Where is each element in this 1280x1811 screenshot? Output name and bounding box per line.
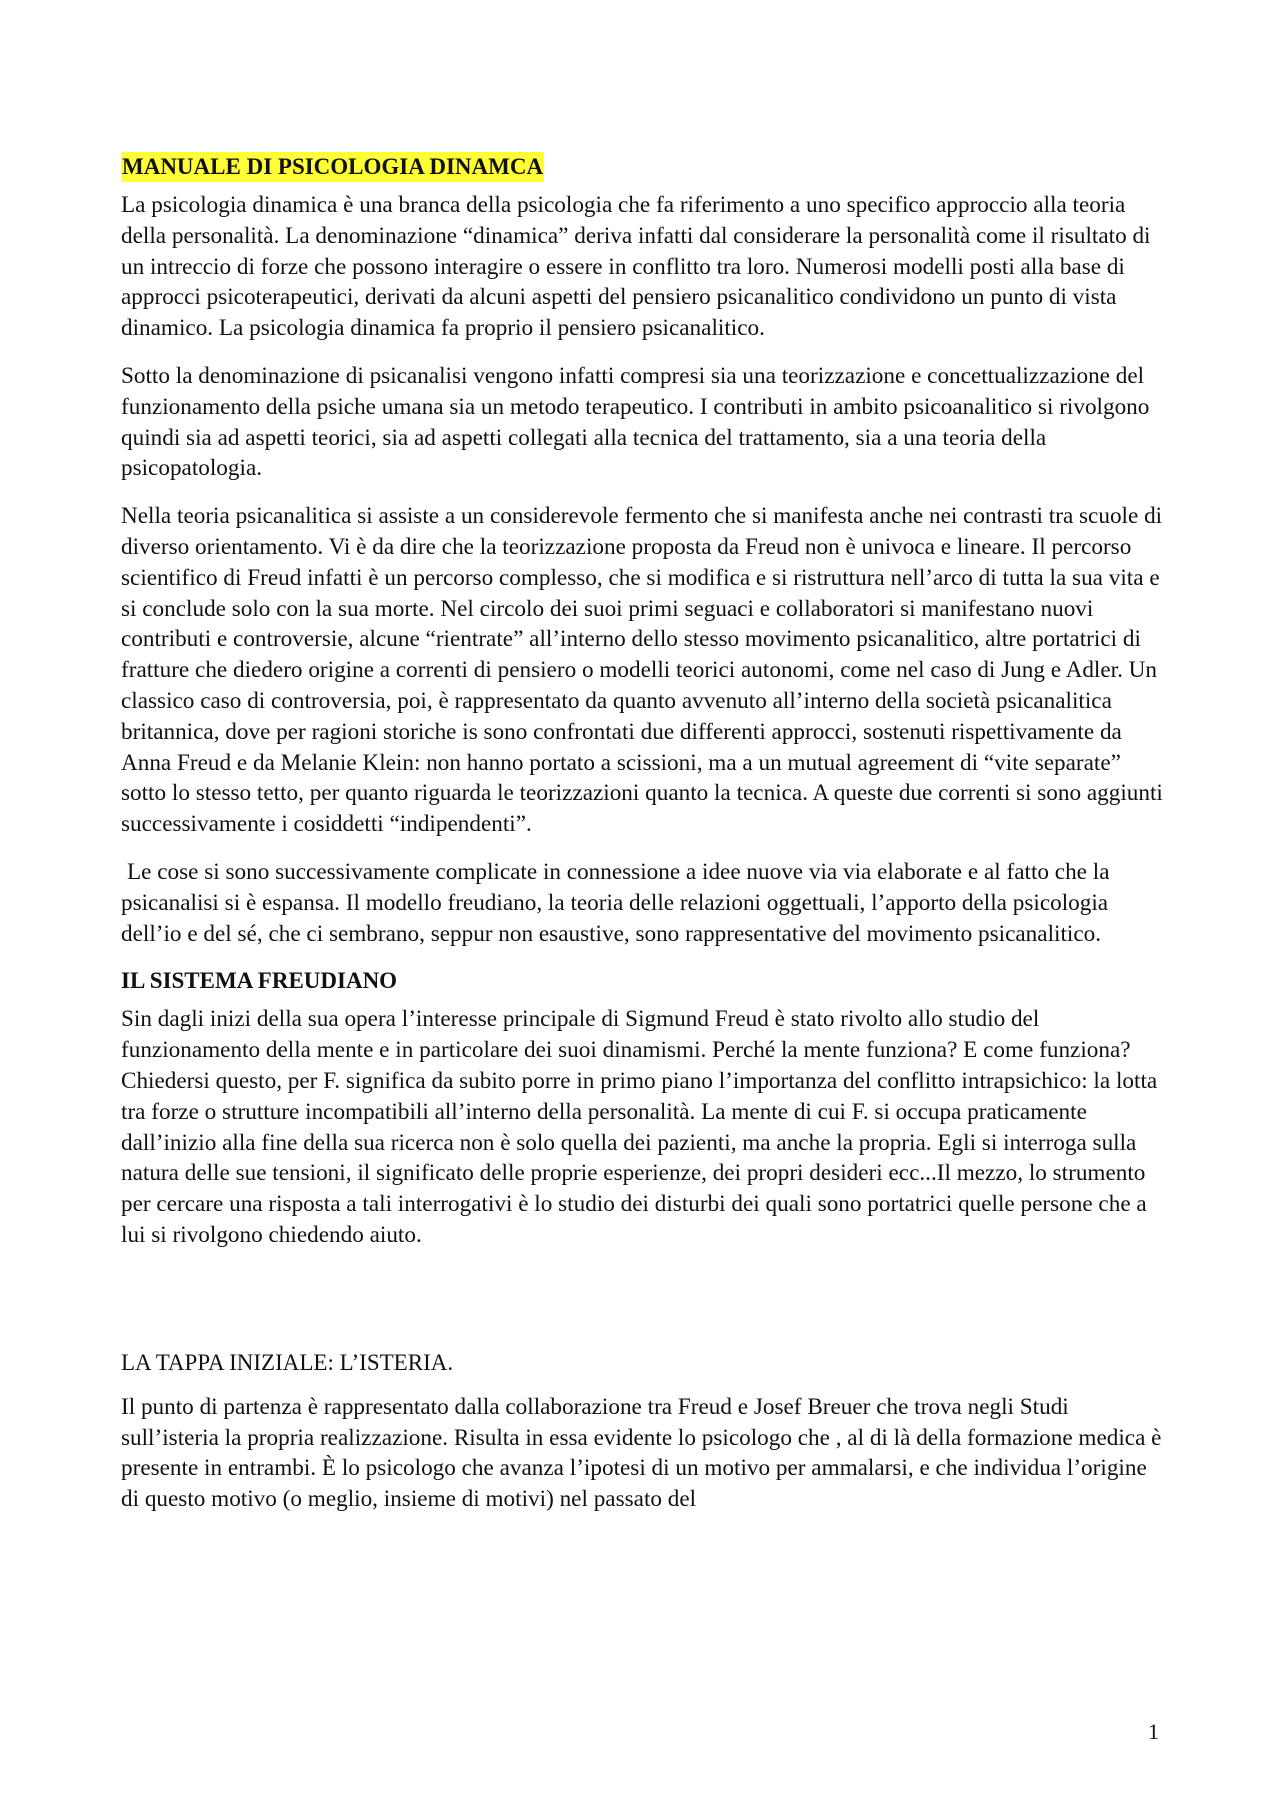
page-content bbox=[121, 152, 1169, 1532]
section-1-paragraph: Sin dagli inizi della sua opera l’interesse principale di Sigmund Freud è stato rivolto allo studio del funzionamento della mente e in particolare dei suoi dinamismi. Perché la mente funziona? E come funziona? Chiedersi questo, per F. significa da subito porre in primo piano l’importanza del conflitto intrapsichico: la lotta tra forze o strutture incompatibili all’interno della personalità. La mente di cui F. si occupa praticamente dall’inizio alla fine della sua ricerca non è solo quella dei pazienti, ma anche la propria. Egli si interroga sulla natura delle sue tensioni, il significato delle proprie esperienze, dei propri desideri ecc...Il mezzo, lo strumento per cercare una risposta a tali interrogativi è lo studio dei disturbi dei quali sono portatrici quelle persone che a lui si rivolgono chiedendo aiuto. bbox=[121, 1006, 1158, 1248]
intro-paragraph-3: Nella teoria psicanalitica si assiste a un considerevole fermento che si manifesta anche nei contrasti tra scuole di diverso orientamento. Vi è da dire che la teorizzazione proposta da Freud non è univoca e lineare. Il percorso scientifico di Freud infatti è un percorso complesso, che si modifica e si ristruttura nell’arco di tutta la sua vita e si conclude solo con la sua morte. Nel circolo dei suoi primi seguaci e collaboratori si manifestano nuovi contributi e controversie, alcune “rientrate” all’interno dello stesso movimento psicanalitico, altre portatrici di fratture che diedero origine a correnti di pensiero o modelli teorici autonomi, come nel caso di Jung e Adler. Un classico caso di controversia, poi, è rappresentato da quanto avvenuto all’interno della società psicanalitica britannica, dove per ragioni storiche is sono confrontati due differenti approcci, sostenuti rispettivamente da Anna Freud e da Melanie Klein: non hanno portato a scissioni, ma a un mutual agreement di “vite separate” sotto lo stesso tetto, per quanto riguarda le teorizzazioni quanto la tecnica. A queste due correnti si sono aggiunti successivamente i cosiddetti “indipendenti”. bbox=[121, 503, 1163, 838]
document-title: MANUALE DI PSICOLOGIA DINAMCA bbox=[121, 152, 544, 182]
blank-space bbox=[121, 1268, 1169, 1348]
section-heading-tappa-iniziale: LA TAPPA INIZIALE: L’ISTERIA. bbox=[121, 1349, 454, 1375]
intro-paragraph-1: La psicologia dinamica è una branca della psicologia che fa riferimento a uno specifico approccio alla teoria della personalità. La denominazione “dinamica” deriva infatti dal considerare la personalità come il risultato di un intreccio di forze che possono interagire o essere in conflitto tra loro. Numerosi modelli posti alla base di approcci psicoterapeutici, derivati da alcuni aspetti del pensiero psicanalitico condividono un punto di vista dinamico. La psicologia dinamica fa proprio il pensiero psicanalitico. bbox=[121, 192, 1151, 342]
section-2-paragraph: Il punto di partenza è rappresentato dalla collaborazione tra Freud e Josef Breuer che trova negli Studi sull’isteria la propria realizzazione. Risulta in essa evidente lo psicologo che , al di là della formazione medica è presente in entrambi. È lo psicologo che avanza l’ipotesi di un motivo per ammalarsi, e che individua l’origine di questo motivo (o meglio, insieme di motivi) nel passato del bbox=[121, 1393, 1162, 1513]
intro-paragraph-2: Sotto la denominazione di psicanalisi vengono infatti compresi sia una teorizzazione e concettualizzazione del funzionamento della psiche umana sia un metodo terapeutico. I contributi in ambito psicoanalitico si rivolgono quindi sia ad aspetti teorici, sia ad aspetti collegati alla tecnica del trattamento, sia a una teoria della psicopatologia. bbox=[121, 362, 1150, 482]
page-number: 1 bbox=[1148, 1719, 1159, 1744]
section-heading-sistema-freudiano: IL SISTEMA FREUDIANO bbox=[121, 968, 398, 994]
intro-paragraph-4: Le cose si sono successivamente complicate in connessione a idee nuove via via elaborate e al fatto che la psicanalisi si è espansa. Il modello freudiano, la teoria delle relazioni oggettuali, l’apporto della psicologia dell’io e del sé, che ci sembrano, seppur non esaustive, sono rappresentative del movimento psicanalitico. bbox=[121, 858, 1110, 947]
